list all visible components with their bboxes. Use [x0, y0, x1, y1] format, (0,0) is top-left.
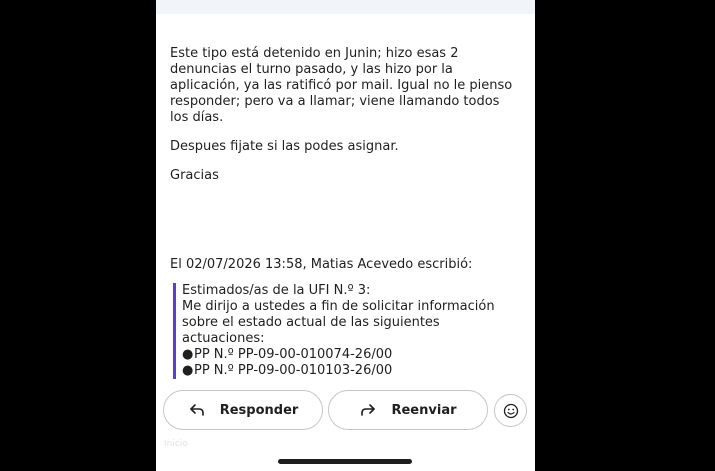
- faded-nav-label: Inicio: [164, 439, 188, 449]
- quoted-reply-header: El 02/07/2026 13:58, Matias Acevedo escribió:: [170, 257, 473, 272]
- reply-arrow-icon: [188, 401, 206, 419]
- reply-button-label: Responder: [219, 402, 299, 418]
- email-paragraph: Este tipo está detenido en Junin; hizo esas 2 denuncias el turno pasado, y las hizo por la aplicación, ya las ratificó por mail. Igual no le pienso responder; pero va a llamar; viene llamando todos los días.: [170, 46, 513, 125]
- quoted-line: Estimados/as de la UFI N.º 3:: [182, 283, 371, 298]
- mail-screen: [156, 0, 535, 471]
- forward-arrow-icon: [359, 401, 377, 419]
- quoted-message: [173, 283, 512, 379]
- forward-button[interactable]: [328, 390, 488, 430]
- bullet-text: PP N.º PP-09-00-010103-26/00: [194, 363, 393, 378]
- bullet-text: PP N.º PP-09-00-010074-26/00: [194, 347, 393, 362]
- emoji-reaction-button[interactable]: [494, 394, 527, 427]
- reply-button[interactable]: [163, 390, 323, 430]
- bullet-icon: ●: [182, 363, 194, 378]
- bullet-icon: ●: [182, 347, 194, 362]
- quoted-bullet-item: [182, 363, 512, 379]
- message-action-bar: [156, 390, 535, 432]
- email-paragraph: Despues fijate si las podes asignar.: [170, 139, 399, 154]
- home-indicator[interactable]: [278, 459, 412, 464]
- forward-button-label: Reenviar: [391, 402, 457, 418]
- quoted-bullet-item: [182, 347, 512, 363]
- quoted-line: Me dirijo a ustedes a fin de solicitar información sobre el estado actual de las siguientes actuaciones:: [182, 299, 495, 346]
- emoji-reaction-icon: [503, 403, 519, 419]
- email-body: [170, 46, 520, 197]
- top-app-bar: [156, 0, 535, 14]
- email-signoff: Gracias: [170, 168, 219, 183]
